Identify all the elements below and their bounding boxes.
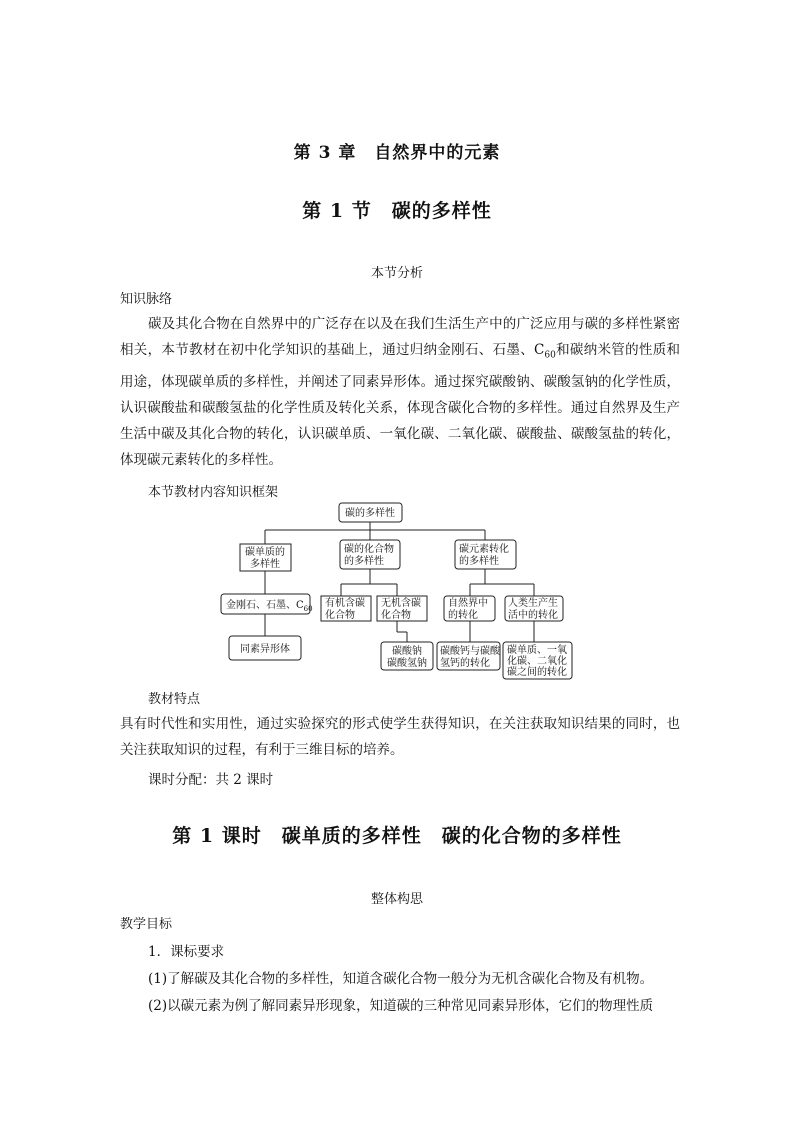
analysis-heading: 本节分析 (370, 266, 423, 281)
schedule-text: 课时分配：共 2 课时 (148, 772, 274, 788)
root-text: 碳的多样性 (345, 508, 395, 519)
b3b-line2: 活中的转化 (508, 610, 558, 621)
requirement-1: (1)了解碳及其化合物的多样性，知道含碳化合物一般分为无机含碳化合物及有机物。 (148, 971, 654, 987)
b2-line2: 的多样性 (344, 556, 384, 567)
curriculum-label: 1．课标要求 (148, 944, 225, 960)
features-paragraph (120, 711, 680, 763)
b3b1-line1: 碳单质、一氧 (507, 645, 567, 656)
b2b1-line2: 碳酸氢钠 (387, 658, 427, 669)
knowledge-label: 知识脉络 (120, 292, 173, 307)
knowledge-text-subscript: 60 (544, 350, 556, 361)
requirement-2: (2)以碳元素为例了解同素异形现象，知道碳的三种常见同素异形体，它们的物理性质 (148, 998, 654, 1014)
section-title: 第 1 节 碳的多样性 (302, 200, 492, 222)
b1-line1: 碳单质的 (245, 547, 285, 558)
knowledge-text-part2: 和碳纳米管的性质和用途，体现碳单质的多样性，并阐述了同素异形体。通过探究碳酸钠、碳酸氢钠的化学性质，认识碳酸盐和碳酸氢盐的化学性质及转化关系，体现含碳化合物的多样性。通过自然界及生产生活中碳及其化合物的转化，认识碳单质、一氧化碳、二氧化碳、碳酸盐、碳酸氢盐的转化，体现碳元素转化的多样性。 (120, 342, 680, 468)
knowledge-text-part1: 碳及其化合物在自然界中的广泛存在以及在我们生活生产中的广泛应用与碳的多样性紧密相关，本节教材在初中化学知识的基础上，通过归纳金刚石、石墨、C (120, 316, 680, 358)
b2b-line1: 无机含碳 (381, 598, 421, 609)
b2a-line1: 有机含碳 (325, 598, 365, 609)
chapter-title: 第 3 章 自然界中的元素 (293, 143, 501, 163)
framework-label: 本节教材内容知识框架 (148, 485, 279, 500)
b1b-text: 同素异形体 (240, 644, 290, 655)
b3b-line1: 人类生产生 (508, 598, 558, 609)
b1a-sub: 60 (303, 605, 313, 613)
b3b1-line3: 碳之间的转化 (507, 667, 567, 678)
b2b1-line1: 碳酸钠 (392, 646, 422, 657)
b3a1-line2: 氢钙的转化 (440, 658, 490, 669)
b3a-line1: 自然界中 (448, 598, 488, 609)
goals-label: 教学目标 (120, 917, 173, 932)
b1a-text (226, 598, 313, 613)
features-label: 教材特点 (148, 692, 201, 707)
lesson-title: 第 1 课时 碳单质的多样性 碳的化合物的多样性 (172, 825, 622, 847)
b2a-line2: 化合物 (325, 610, 355, 621)
b2-line1: 碳的化合物 (344, 544, 394, 555)
features-text: 具有时代性和实用性，通过实验探究的形式使学生获得知识，在关注获取知识结果的同时，也关注获取知识的过程，有利于三维目标的培养。 (120, 716, 680, 758)
b3a-line2: 的转化 (448, 610, 478, 621)
b3b1-line2: 化碳、二氧化 (507, 656, 567, 667)
overall-heading: 整体构思 (370, 892, 423, 907)
b3a1-line1: 碳酸钙与碳酸 (440, 646, 500, 657)
b3-line2: 的多样性 (459, 556, 499, 567)
b3-line1: 碳元素转化 (459, 544, 509, 555)
b1-line2: 多样性 (250, 559, 280, 570)
b1a-main: 金刚石、石墨、C (226, 600, 304, 611)
b2b-line2: 化合物 (381, 610, 411, 621)
